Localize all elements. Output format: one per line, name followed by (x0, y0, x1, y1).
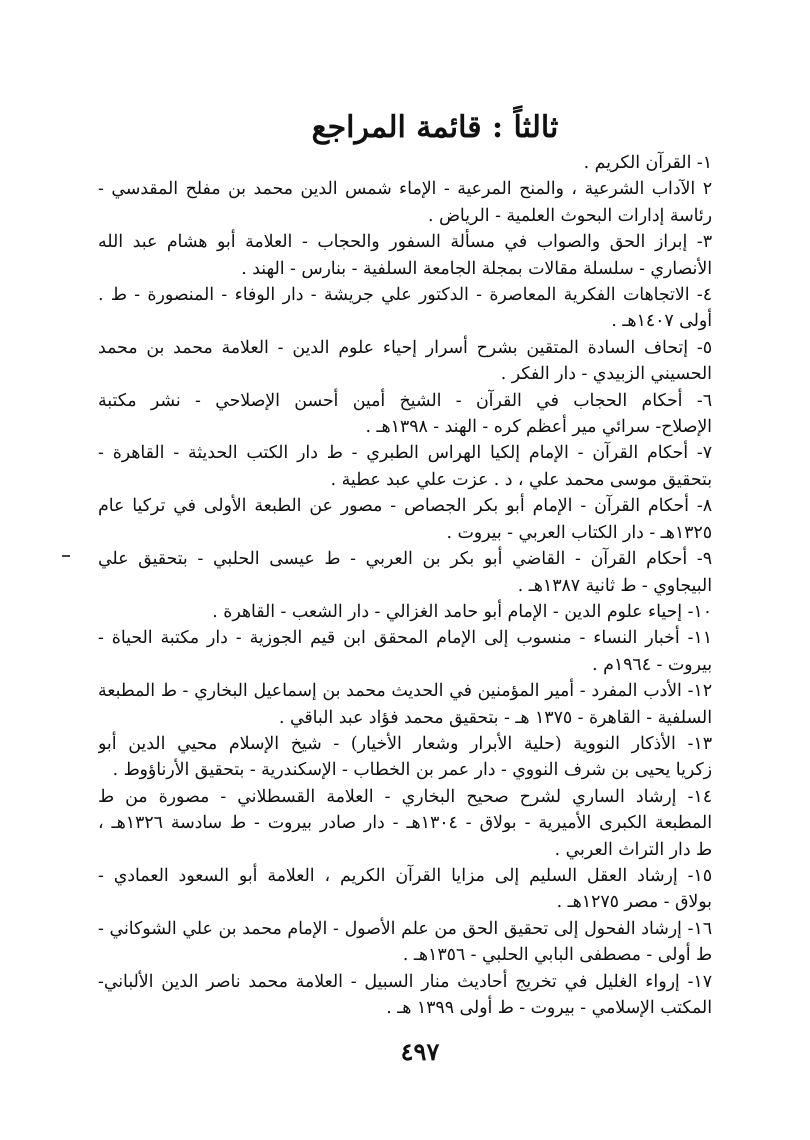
reference-item (98, 388, 712, 441)
reference-line: البيجاوي - ط ثانية ١٣٨٧هـ . (517, 575, 712, 596)
reference-line: المطبعة الكبرى الأميرية - بولاق - ١٣٠٤هـ - دار صادر بيروت - ط سادسة ١٣٢٦هـ ، (98, 813, 712, 834)
reference-line: ١٦- إرشاد الفحول إلى تحقيق الحق من علم الأصول - الإمام محمد بن علي الشوكاني - (98, 918, 712, 939)
reference-line: أولى ١٤٠٧هـ . (611, 311, 712, 332)
reference-line: ٥- إتحاف السادة المتقين بشرح أسرار إحياء علوم الدين - العلامة محمد بن محمد (98, 337, 712, 358)
page-number: ٤٩٧ (400, 1037, 440, 1066)
reference-line: ١٣٢٥هـ - دار الكتاب العربي - بيروت . (446, 522, 712, 543)
reference-line: ١٧- إرواء الغليل في تخريج أحاديث منار السبيل - العلامة محمد ناصر الدين الألباني- (98, 971, 712, 992)
reference-line: بتحقيق موسى محمد علي ، د . عزت علي عبد عطية . (330, 469, 712, 490)
reference-line: ط دار التراث العربي . (554, 839, 712, 860)
reference-item (98, 150, 712, 176)
page-title: ثالثاً : قائمة المراجع (311, 110, 559, 145)
reference-line: الحسيني الزبيدي - دار الفكر . (500, 364, 712, 385)
reference-item (98, 493, 712, 546)
reference-line: ١- القرآن الكريم . (583, 153, 712, 173)
references-list (98, 150, 712, 1021)
reference-item (98, 176, 712, 229)
reference-line: بيروت - ١٩٦٤م . (592, 654, 712, 675)
reference-line: ٨- أحكام القرآن - الإمام أبو بكر الجصاص - مصور عن الطبعة الأولى في تركيا عام (98, 496, 712, 517)
reference-item (98, 916, 712, 969)
reference-line: زكريا يحيى بن شرف النووي - دار عمر بن الخطاب - الإسكندرية - بتحقيق الأرناؤوط . (112, 760, 712, 781)
reference-item (98, 229, 712, 282)
reference-line: ١٠- إحياء علوم الدين - الإمام أبو حامد الغزالي - دار الشعب - القاهرة . (212, 601, 712, 622)
reference-line: بولاق - مصر ١٢٧٥هـ . (556, 892, 712, 913)
reference-line: رئاسة إدارات البحوث العلمية - الرياض . (428, 205, 712, 226)
reference-line: ١٥- إرشاد العقل السليم إلى مزايا القرآن الكريم ، العلامة أبو السعود العمادي - (98, 865, 712, 886)
reference-line: ١٤- إرشاد الساري لشرح صحيح البخاري - العلامة القسطلاني - مصورة من ط (98, 786, 712, 807)
reference-line: ١٢- الأدب المفرد - أمير المؤمنين في الحديث محمد بن إسماعيل البخاري - ط المطبعة (98, 681, 712, 702)
margin-mark (62, 555, 70, 557)
reference-line: الإصلاح- سرائي مير أعظم كره - الهند - ١٣٩٨هـ . (365, 417, 712, 438)
reference-item (98, 784, 712, 863)
reference-item (98, 546, 712, 599)
reference-line: ٤- الاتجاهات الفكرية المعاصرة - الدكتور علي جريشة - دار الوفاء - المنصورة - ط . (98, 285, 712, 306)
reference-line: السلفية - القاهرة - ١٣٧٥ هـ - بتحقيق محمد فؤاد عبد الباقي . (279, 707, 712, 728)
reference-line: الأنصاري - سلسلة مقالات بمجلة الجامعة السلفية - بنارس - الهند . (241, 258, 712, 279)
reference-item (98, 969, 712, 1022)
reference-line: ١١- أخبار النساء - منسوب إلى الإمام المحقق ابن قيم الجوزية - دار مكتبة الحياة - (98, 628, 712, 649)
reference-item (98, 440, 712, 493)
reference-item (98, 335, 712, 388)
reference-line: المكتب الإسلامي - بيروت - ط أولى ١٣٩٩ هـ . (386, 998, 712, 1018)
reference-item (98, 599, 712, 625)
reference-line: ٦- أحكام الحجاب في القرآن - الشيخ أمين أحسن الإصلاحي - نشر مكتبة (98, 390, 712, 411)
reference-line: ١٣- الأذكار النووية (حلية الأبرار وشعار الأخيار) - شيخ الإسلام محيي الدين أبو (98, 733, 712, 754)
reference-line: ٣- إبراز الحق والصواب في مسألة السفور والحجاب - العلامة أبو هشام عبد الله (98, 232, 712, 253)
reference-line: ٢ الآداب الشرعية ، والمنح المرعية - الإماء شمس الدين محمد بن مفلح المقدسي - (98, 179, 712, 200)
reference-item (98, 282, 712, 335)
reference-line: ٧- أحكام القرآن - الإمام إلكيا الهراس الطبري - ط دار الكتب الحديثة - القاهرة - (98, 443, 712, 464)
reference-item (98, 625, 712, 678)
reference-item (98, 863, 712, 916)
reference-item (98, 678, 712, 731)
reference-line: ٩- أحكام القرآن - القاضي أبو بكر بن العربي - ط عيسى الحلبي - بتحقيق علي (98, 549, 712, 570)
reference-line: ط أولى - مصطفى البابي الحلبي - ١٣٥٦هـ . (402, 945, 712, 966)
reference-item (98, 731, 712, 784)
